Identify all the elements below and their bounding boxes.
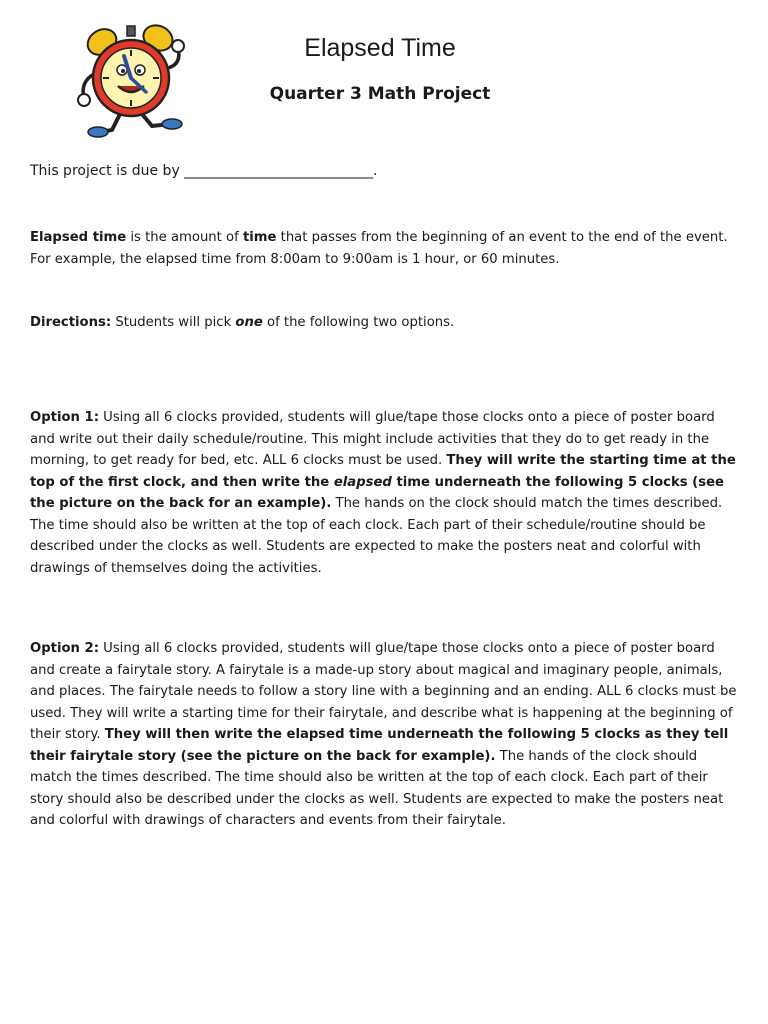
directions-label: Directions: bbox=[30, 315, 112, 330]
option-1-bold-italic: elapsed bbox=[333, 474, 392, 490]
option-2-text-1: Using all 6 clocks provided, students will glue/tape those clocks onto a piece of poster board and create a fairytale story. A fairytale is a made-up story about magical and imaginary people, animals, and places. The fairytale needs to follow a story line with a beginning and an ending. ALL 6 clocks must be used. They will write a starting time for their fairytale, and describe what is happening at the beginning of their story. bbox=[30, 641, 737, 742]
definition-text-1: is the amount of bbox=[126, 230, 243, 245]
option-1-paragraph bbox=[30, 407, 740, 579]
directions-paragraph bbox=[30, 312, 740, 334]
option-2-label: Option 2: bbox=[30, 641, 99, 656]
directions-text-2: of the following two options. bbox=[262, 315, 455, 330]
due-date-line: This project is due by ___________________________. bbox=[30, 163, 378, 179]
page-title: Elapsed Time bbox=[304, 34, 456, 62]
option-2-text-2: The hands of the clock should match the times described. The time should also be written at the top of each clock. Each part of their story should also be described under the clocks as well. Students are expected to make the posters neat and colorful with drawings of characters and events from their fairytale. bbox=[30, 748, 724, 828]
alarm-clock-icon bbox=[72, 18, 190, 140]
definition-text-2: that passes from the beginning of an event to the end of the event. For example, the elapsed time from 8:00am to 9:00am is 1 hour, or 60 minutes. bbox=[30, 230, 728, 267]
option-1-label: Option 1: bbox=[30, 410, 99, 425]
definition-term: Elapsed time bbox=[30, 230, 127, 245]
option-1-bold-1: They will write the starting time at the top of the first clock, and then write the bbox=[30, 453, 736, 490]
elapsed-time-definition bbox=[30, 227, 740, 270]
option-1-bold-2: time underneath the following 5 clocks (see the picture on the back for an example). bbox=[30, 474, 724, 511]
option-2-bold: They will then write the elapsed time underneath the following 5 clocks as they tell their fairytale story (see the picture on the back for example). bbox=[30, 727, 729, 764]
option-1-text-2: The hands on the clock should match the times described. The time should also be written at the top of each clock. Each part of their schedule/routine should be described under the clocks as well. Students are expected to make the posters neat and colorful with drawings of themselves doing the activities. bbox=[30, 496, 723, 576]
directions-text-1: Students will pick bbox=[111, 315, 236, 330]
page-subtitle: Quarter 3 Math Project bbox=[269, 84, 491, 104]
definition-keyword: time bbox=[242, 230, 277, 245]
option-1-text-1: Using all 6 clocks provided, students will glue/tape those clocks onto a piece of poster board and write out their daily schedule/routine. This might include activities that they do to get ready in the morning, to get ready for bed, etc. ALL 6 clocks must be used. bbox=[30, 410, 715, 468]
option-2-paragraph bbox=[30, 638, 740, 832]
directions-emphasis: one bbox=[235, 315, 263, 330]
